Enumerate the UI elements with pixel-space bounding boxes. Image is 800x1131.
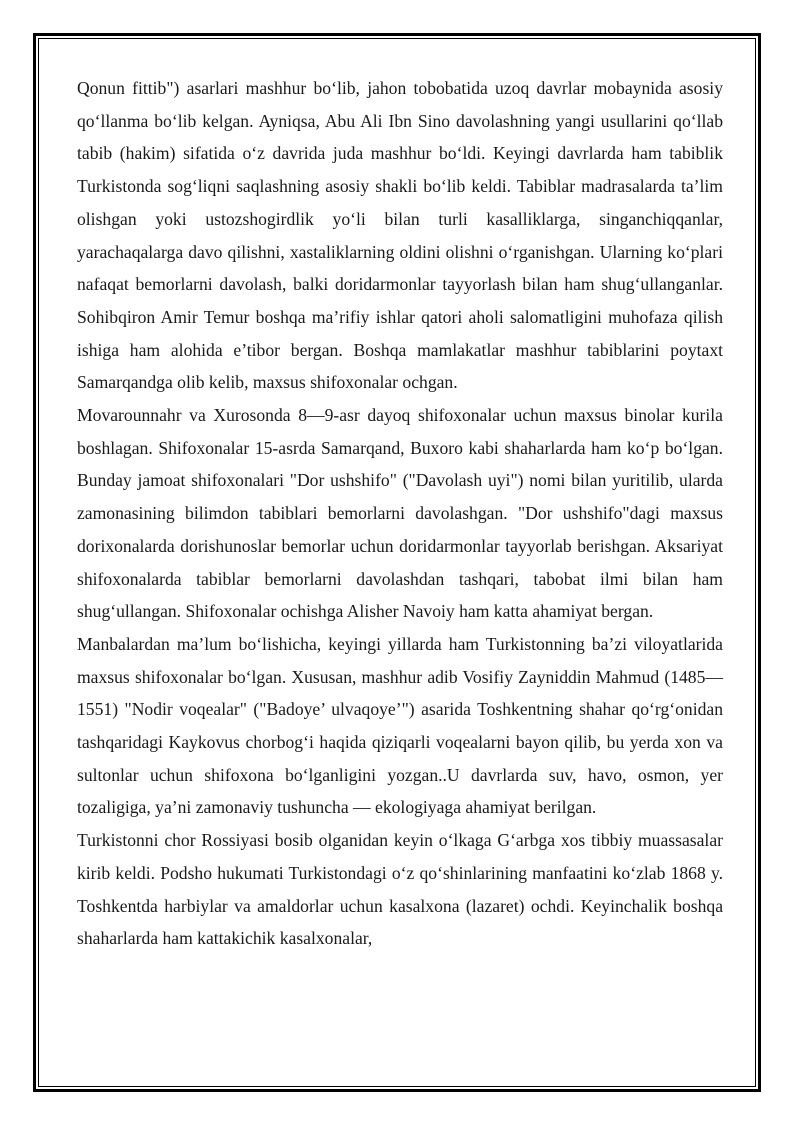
document-body xyxy=(77,72,723,955)
paragraph-2: Movarounnahr va Xurosonda 8—9-asr dayoq shifoxonalar uchun maxsus binolar kurila boshlagan. Shifoxonalar 15-asrda Samarqand, Buxoro kabi shaharlarda ham ko‘p bo‘lgan. Bunday jamoat shifoxonalari "Dor ushshifo" ("Davolash uyi") nomi bilan yuritilib, ularda zamonasining bilimdon tabiblari bemorlarni davolashgan. "Dor ushshifo"dagi maxsus dorixonalarda dorishunoslar bemorlar uchun doridarmonlar tayyorlab berishgan. Aksariyat shifoxonalarda tabiblar bemorlarni davolashdan tashqari, tabobat ilmi bilan ham shug‘ullangan. Shifoxonalar ochishga Alisher Navoiy ham katta ahamiyat bergan. xyxy=(77,405,723,622)
paragraph-4: Turkistonni chor Rossiyasi bosib olganidan keyin o‘lkaga G‘arbga xos tibbiy muassasalar kirib keldi. Podsho hukumati Turkistondagi o‘z qo‘shinlarining manfaatini ko‘zlab 1868 y. Toshkentda harbiylar va amaldorlar uchun kasalxona (lazaret) ochdi. Keyinchalik boshqa shaharlarda ham kattakichik kasalxonalar, xyxy=(77,830,723,949)
paragraph-3: Manbalardan ma’lum bo‘lishicha, keyingi yillarda ham Turkistonning ba’zi viloyatlarida maxsus shifoxonalar bo‘lgan. Xususan, mashhur adib Vosifiy Zayniddin Mahmud (1485— 1551) "Nodir voqealar" ("Badoye’ ulvaqoye’") asarida Toshkentning shahar qo‘rg‘onidan tashqaridagi Kaykovus chorbog‘i haqida qiziqarli voqealarni bayon qilib, bu yerda xon va sultonlar uchun shifoxona bo‘lganligini yozgan..U davrlarda suv, havo, osmon, yer tozaligiga, ya’ni zamonaviy tushuncha — ekologiyaga ahamiyat berilgan. xyxy=(77,633,723,818)
paragraph-1: Qonun fittib") asarlari mashhur bo‘lib, jahon tobobatida uzoq davrlar mobaynida asosiy qo‘llanma bo‘lib kelgan. Ayniqsa, Abu Ali Ibn Sino davolashning yangi usullarini qo‘llab tabib (hakim) sifatida o‘z davrida juda mashhur bo‘ldi. Keyingi davrlarda ham tabiblik Turkistonda sog‘liqni saqlashning asosiy shakli bo‘lib keldi. Tabiblar madrasalarda ta’lim olishgan yoki ustozshogirdlik yo‘li bilan turli kasalliklarga, singanchiqqanlar, yarachaqalarga davo qilishni, xastaliklarning oldini olishni o‘rganishgan. Ularning ko‘plari nafaqat bemorlarni davolash, balki doridarmonlar tayyorlash bilan ham shug‘ullanganlar. Sohibqiron Amir Temur boshqa ma’rifiy ishlar qatori aholi salomatligini muhofaza qilish ishiga ham alohida e’tibor bergan. Boshqa mamlakatlar mashhur tabiblarini poytaxt Samarqandga olib kelib, maxsus shifoxonalar ochgan. xyxy=(77,78,723,393)
